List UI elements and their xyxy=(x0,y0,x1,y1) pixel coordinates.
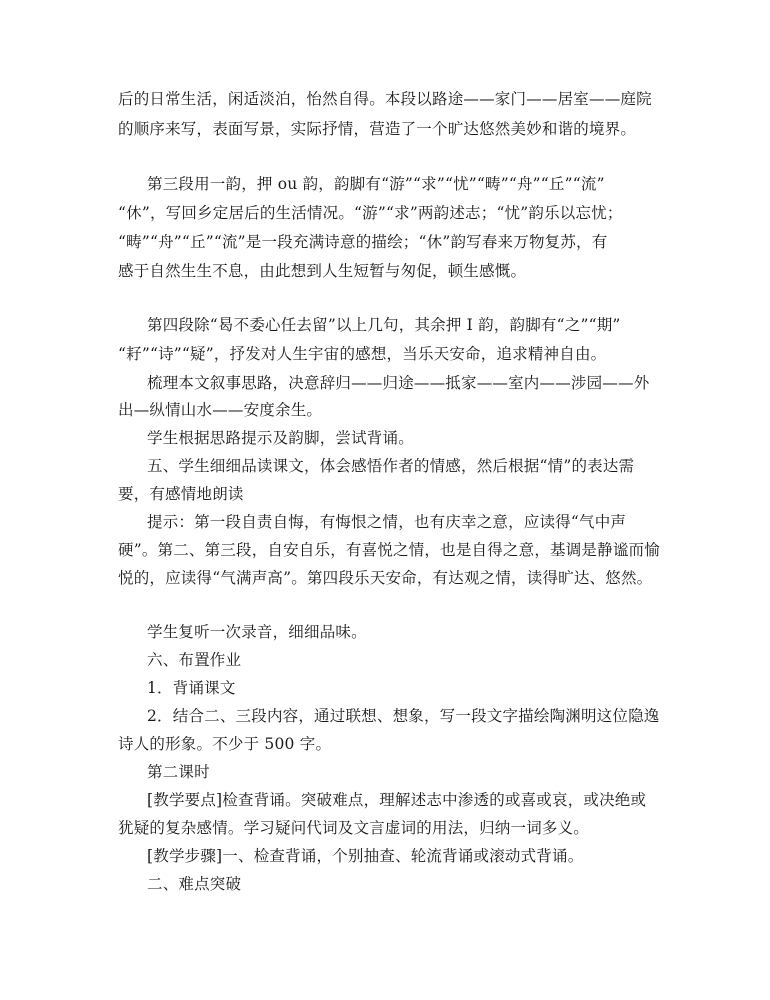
text-line: 学生复听一次录音，细细品味。 xyxy=(147,623,367,641)
text-line: [教学要点]检查背诵。突破难点，理解述志中渗透的或喜或哀，或决绝或 xyxy=(147,791,647,809)
text-line: 五、学生细细品读课文，体会感悟作者的情感，然后根据“情”的表达需 xyxy=(147,457,635,475)
text-line: 学生根据思路提示及韵脚，尝试背诵。 xyxy=(147,429,414,447)
text-line: 硬”。第二、第三段，自安自乐，有喜悦之情，也是自得之意，基调是静谧而愉 xyxy=(118,541,660,559)
text-line: 悦的，应读得“气满声高”。第四段乐天安命，有达观之情，读得旷达、悠然。 xyxy=(118,569,653,587)
text-line: 后的日常生活，闲适淡泊，怡然自得。本段以路途——家门——居室——庭院 xyxy=(118,90,652,108)
text-line: “畴”“舟”“丘”“流”是一段充满诗意的描绘；“休”韵写春来万物复苏，有 xyxy=(118,233,608,251)
text-line: 第四段除“曷不委心任去留”以上几句，其余押 I 韵，韵脚有“之”“期” xyxy=(147,316,621,334)
text-line: 出—纵情山水——安度余生。 xyxy=(118,401,323,419)
text-line: “耔”“诗”“疑”，抒发对人生宇宙的感想，当乐天安命，追求精神自由。 xyxy=(118,345,607,363)
text-line: 犹疑的复杂感情。学习疑问代词及文言虚词的用法，归纳一词多义。 xyxy=(118,819,590,837)
section-heading: 第二课时 xyxy=(147,763,210,781)
text-line: 提示：第一段自责自悔，有悔恨之情，也有庆幸之意，应读得“气中声 xyxy=(147,513,627,531)
text-line: 要，有感情地朗读 xyxy=(118,485,244,503)
text-line: 梳理本文叙事思路，决意辞归——归途——抵家——室内——涉园——外 xyxy=(147,374,650,392)
list-item: 2．结合二、三段内容，通过联想、想象，写一段文字描绘陶渊明这位隐逸 xyxy=(147,707,660,725)
text-line: 第三段用一韵，押 ou 韵，韵脚有“游”“求”“忧”“畴”“舟”“丘”“流” xyxy=(147,175,605,193)
text-line: “休”，写回乡定居后的生活情况。“游”“求”两韵述志；“忧”韵乐以忘忧； xyxy=(118,204,623,222)
list-item: 1．背诵课文 xyxy=(147,679,236,697)
text-line: 诗人的形象。不少于 500 字。 xyxy=(118,735,332,753)
text-line: [教学步骤]一、检查背诵，个别抽查、轮流背诵或滚动式背诵。 xyxy=(147,847,584,865)
text-line: 感于自然生生不息，由此想到人生短暂与匆促，顿生感慨。 xyxy=(118,262,527,280)
text-line: 的顺序来写，表面写景，实际抒情，营造了一个旷达悠然美妙和谐的境界。 xyxy=(118,120,637,138)
section-heading: 六、布置作业 xyxy=(147,651,242,669)
section-heading: 二、难点突破 xyxy=(147,875,242,893)
